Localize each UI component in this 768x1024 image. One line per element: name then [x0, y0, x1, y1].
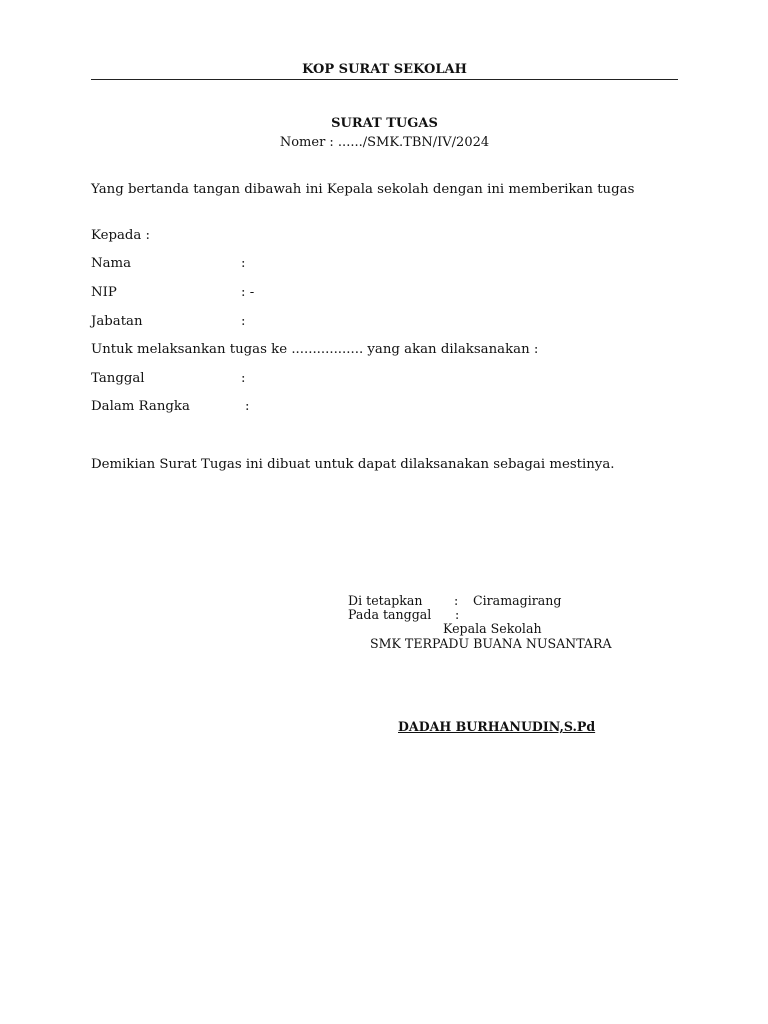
letterhead-divider — [91, 79, 678, 80]
field-date-label: Tanggal — [91, 371, 145, 386]
signature-date-label: Pada tanggal — [348, 607, 432, 622]
letterhead-title: KOP SURAT SEKOLAH — [302, 62, 467, 77]
signature-place-value: Ciramagirang — [473, 593, 562, 608]
field-position-label: Jabatan — [91, 314, 143, 329]
signature-place-label: Di tetapkan — [348, 593, 423, 608]
signatory-name: DADAH BURHANUDIN,S.Pd — [398, 719, 596, 734]
document-number: Nomer : ....../SMK.TBN/IV/2024 — [279, 135, 490, 150]
intro-paragraph: Yang bertanda tangan dibawah ini Kepala sekolah dengan ini memberikan tugas — [91, 182, 635, 197]
field-nip-colon: : - — [241, 285, 255, 300]
field-nip-label: NIP — [91, 285, 117, 300]
closing-paragraph: Demikian Surat Tugas ini dibuat untuk dapat dilaksanakan sebagai mestinya. — [91, 457, 615, 472]
recipient-label: Kepada : — [91, 228, 151, 243]
field-purpose-label: Dalam Rangka — [91, 399, 190, 414]
signature-date-colon: : — [455, 607, 460, 622]
field-date-colon: : — [241, 371, 246, 386]
field-name-colon: : — [241, 256, 246, 271]
field-purpose-colon: : — [245, 399, 250, 414]
document-title: SURAT TUGAS — [331, 116, 438, 131]
signature-place-colon: : — [454, 593, 459, 608]
signature-school: SMK TERPADU BUANA NUSANTARA — [370, 636, 612, 651]
field-name-label: Nama — [91, 256, 132, 271]
task-line: Untuk melaksankan tugas ke ................. yang akan dilaksanakan : — [91, 342, 539, 357]
field-position-colon: : — [241, 314, 246, 329]
signature-position: Kepala Sekolah — [443, 621, 542, 636]
